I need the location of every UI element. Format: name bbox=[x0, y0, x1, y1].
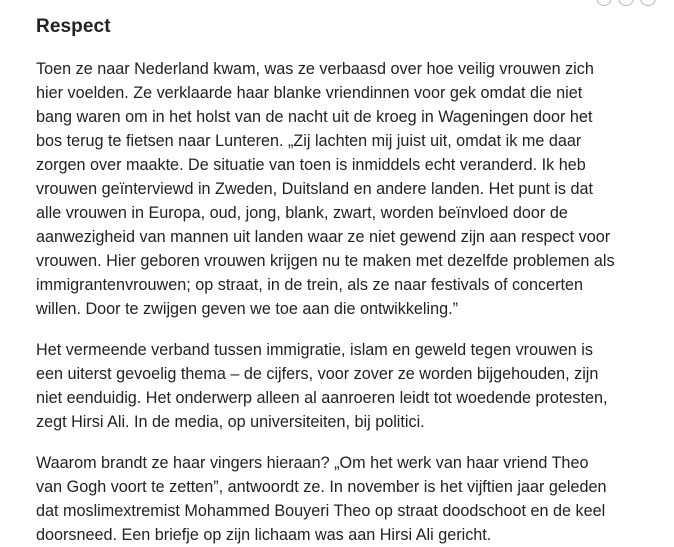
text-line: immigrantenvrouwen; op straat, in de trein, als ze naar festivals of concerten bbox=[36, 276, 584, 294]
section-heading: Respect bbox=[36, 16, 111, 37]
text-line: alle vrouwen in Europa, oud, jong, blank, zwart, worden beïnvloed door de bbox=[36, 204, 568, 222]
text-line: zegt Hirsi Ali. In de media, op universiteiten, bij politici. bbox=[36, 413, 425, 431]
text-line: niet eenduidig. Het onderwerp alleen al aanroeren leidt tot woedende protesten, bbox=[36, 389, 608, 407]
text-line: dat moslimextremist Mohammed Bouyeri Theo op straat doodschoot en de keel bbox=[36, 502, 606, 520]
text-line: vrouwen geïnterviewd in Zweden, Duitsland en andere landen. Het punt is dat bbox=[36, 180, 594, 198]
article-paragraph bbox=[36, 57, 654, 321]
text-line: hier voelden. Ze verklaarde haar blanke vriendinnen voor gek omdat die niet bbox=[36, 84, 583, 102]
text-line: doorsneed. Een briefje op zijn lichaam was aan Hirsi Ali gericht. bbox=[36, 526, 492, 544]
text-line: een uiterst gevoelig thema – de cijfers, voor zover ze worden bijgehouden, zijn bbox=[36, 365, 599, 383]
article-paragraph bbox=[36, 338, 654, 434]
share-icon[interactable] bbox=[640, 0, 656, 6]
text-line: zorgen over maakte. De situatie van toen is inmiddels echt veranderd. Ik heb bbox=[36, 156, 586, 174]
article-paragraph bbox=[36, 451, 654, 547]
text-line: bos terug te fietsen naar Lunteren. „Zij lachten mij juist uit, omdat ik me daar bbox=[36, 132, 582, 150]
share-icon[interactable] bbox=[596, 0, 612, 6]
text-line: willen. Door te zwijgen geven we toe aan die ontwikkeling.” bbox=[36, 300, 459, 318]
text-line: Toen ze naar Nederland kwam, was ze verbaasd over hoe veilig vrouwen zich bbox=[36, 60, 594, 78]
share-icon[interactable] bbox=[618, 0, 634, 6]
text-line: vrouwen. Hier geboren vrouwen krijgen nu te maken met dezelfde problemen als bbox=[36, 252, 615, 270]
text-line: van Gogh voort te zetten”, antwoordt ze. In november is het vijftien jaar geleden bbox=[36, 478, 607, 496]
text-line: Het vermeende verband tussen immigratie, islam en geweld tegen vrouwen is bbox=[36, 341, 593, 359]
text-line: Waarom brandt ze haar vingers hieraan? „Om het werk van haar vriend Theo bbox=[36, 454, 589, 472]
share-icons bbox=[596, 0, 656, 6]
text-line: bang waren om in het holst van de nacht uit de kroeg in Wageningen door het bbox=[36, 108, 593, 126]
text-line: aanwezigheid van mannen uit landen waar ze niet gewend zijn aan respect voor bbox=[36, 228, 611, 246]
